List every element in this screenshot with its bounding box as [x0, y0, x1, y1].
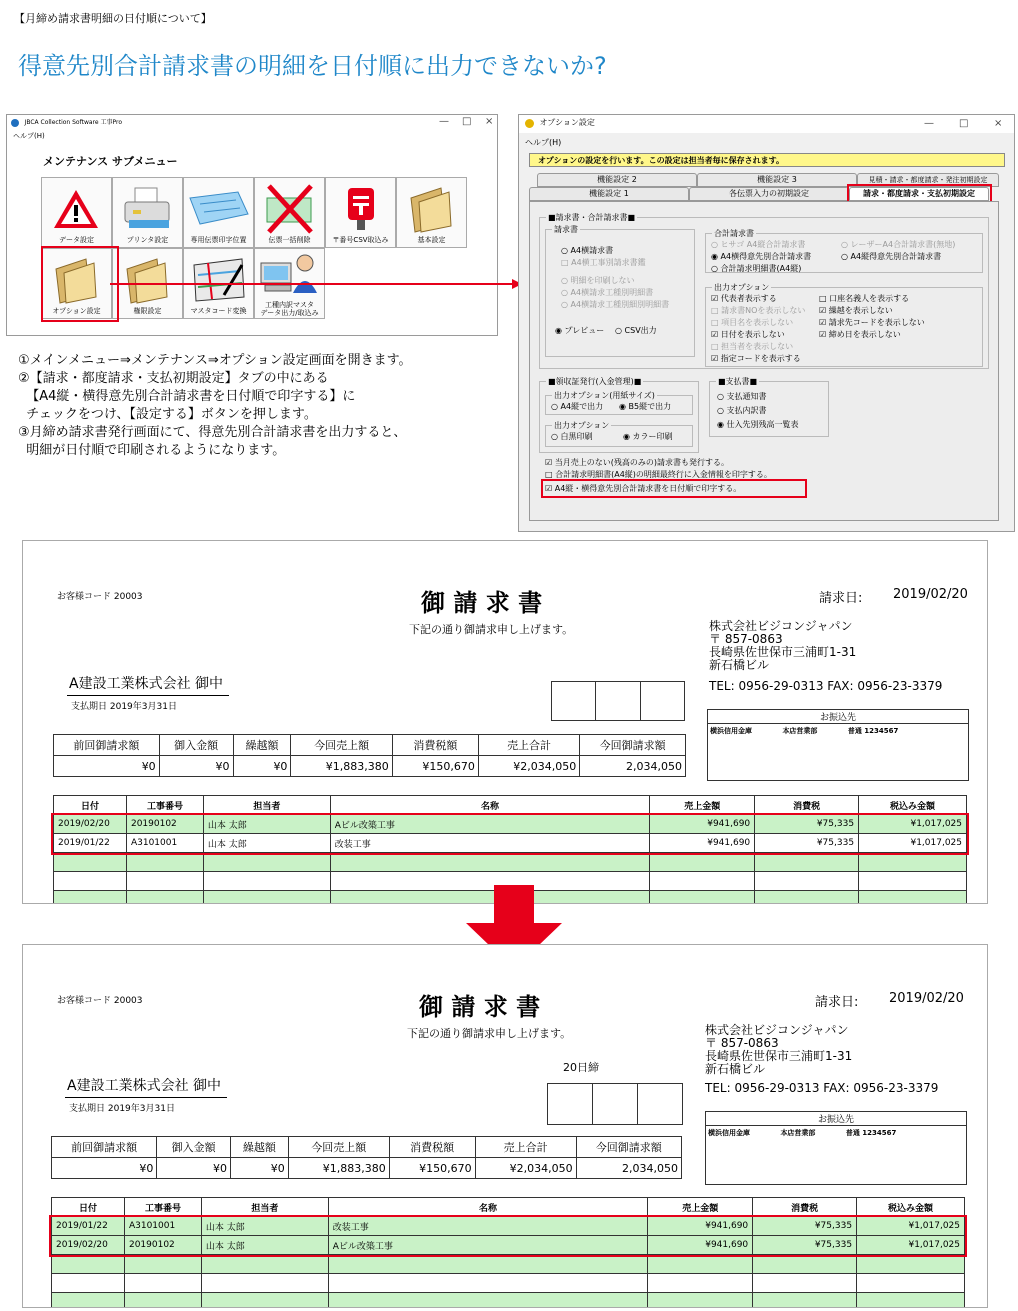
- bank-title: お振込先: [708, 710, 968, 724]
- cell-date: 2019/02/20: [54, 815, 127, 834]
- sum-header: 前回御請求額: [52, 1137, 157, 1158]
- sum-header: 消費税額: [392, 735, 478, 756]
- app-icon: [525, 119, 534, 128]
- col-header: 担当者: [201, 1198, 328, 1217]
- radio-receipt-a4[interactable]: ○ A4縦で出力: [551, 402, 604, 411]
- sum-header: 今回売上額: [288, 1137, 389, 1158]
- tab-feature-1[interactable]: 機能設定 1: [529, 187, 689, 201]
- col-header: 税込み金額: [859, 796, 967, 815]
- cell-project-no: A3101001: [126, 834, 203, 853]
- cell-tax: ¥75,335: [755, 815, 859, 834]
- cell-project-no: A3101001: [124, 1217, 201, 1236]
- col-header: 消費税: [755, 796, 859, 815]
- close-button[interactable]: ×: [994, 118, 1003, 129]
- cell-staff: 山本 太郎: [201, 1217, 328, 1236]
- tile-printer-settings[interactable]: [112, 177, 183, 248]
- step-3-cont: 明細が日付順で印刷されるようになります。: [18, 443, 286, 458]
- tile-label: 伝票一括削除: [268, 236, 311, 244]
- rows-highlight: [49, 1215, 967, 1257]
- bank-branch: 本店営業部: [782, 727, 818, 735]
- sum-value: ¥1,883,380: [288, 1158, 389, 1179]
- date-order-highlight: [541, 479, 807, 498]
- cell-total: ¥1,017,025: [859, 815, 967, 834]
- tab-slip-defaults[interactable]: 各伝票入力の初期設定: [689, 187, 849, 201]
- maintenance-window: [6, 114, 498, 336]
- menu-help[interactable]: ヘルプ(H): [13, 132, 45, 140]
- bank-name: 横浜信用金庫: [708, 1129, 750, 1137]
- cell-date: 2019/01/22: [52, 1217, 125, 1236]
- section-label: ■請求書・合計請求書■: [548, 213, 636, 222]
- radio-trade-subdetail[interactable]: ○ A4横請求工種別細別明細書: [561, 300, 670, 309]
- tile-label: オプション設定: [52, 307, 101, 315]
- sum-value: ¥150,670: [392, 756, 478, 777]
- check-hide-staff[interactable]: □ 担当者を表示しない: [711, 342, 794, 351]
- tile-label: プリンタ設定: [126, 236, 169, 244]
- bank-box: [705, 1111, 967, 1185]
- bank-branch: 本店営業部: [780, 1129, 816, 1137]
- payment-due: 支払期日 2019年3月31日: [71, 702, 177, 712]
- radio-laser-a4[interactable]: ○ レーザーA4合計請求書(無地): [841, 240, 956, 249]
- window-titlebar: [7, 115, 497, 131]
- cell-tax: ¥75,335: [755, 834, 859, 853]
- radio-a4-landscape-customer[interactable]: ◉ A4横得意先別合計請求書: [711, 252, 812, 261]
- bank-box: [707, 709, 969, 781]
- sum-value: ¥0: [52, 1158, 157, 1179]
- delete-icon: [255, 184, 324, 234]
- col-header: 工事番号: [124, 1198, 201, 1217]
- cell-tax: ¥75,335: [753, 1217, 857, 1236]
- cell-name: Aビル改築工事: [330, 815, 650, 834]
- sum-value: ¥0: [159, 756, 233, 777]
- col-header: 税込み金額: [857, 1198, 965, 1217]
- bank-name: 横浜信用金庫: [710, 727, 752, 735]
- tab-billing-payment-defaults[interactable]: 請求・都度請求・支払初期設定: [849, 187, 989, 201]
- step-2: ②【請求・都度請求・支払初期設定】タブの中にある: [18, 371, 329, 386]
- addressee: A建設工業株式会社 御中: [65, 1075, 227, 1098]
- tab-estimate-settings[interactable]: 見積・請求・都度請求・発注初期設定: [857, 173, 999, 187]
- payment-due: 支払期日 2019年3月31日: [69, 1104, 175, 1114]
- col-header: 売上金額: [650, 796, 755, 815]
- tile-data-settings[interactable]: [41, 177, 112, 248]
- minimize-button[interactable]: —: [924, 118, 934, 129]
- radio-color-print[interactable]: ◉ カラー印刷: [623, 432, 673, 441]
- cell-sales: ¥941,690: [650, 834, 755, 853]
- stamp-boxes: [547, 1083, 683, 1125]
- cell-name: 改装工事: [330, 834, 650, 853]
- cell-sales: ¥941,690: [648, 1217, 753, 1236]
- submenu-heading: メンテナンス サブメニュー: [43, 155, 178, 168]
- issuer-name: 株式会社ビジコンジャパン: [705, 1023, 849, 1037]
- check-print-payment-info[interactable]: □ 合計請求明細書(A4縦)の明細最終行に入金情報を印字する。: [545, 470, 772, 479]
- check-hide-closing-day[interactable]: ☑ 締め日を表示しない: [819, 330, 901, 339]
- app-icon: [11, 119, 19, 127]
- header-note: 【月締め請求書明細の日付順について】: [14, 12, 212, 25]
- customer-code: お客様コード 20003: [57, 996, 143, 1006]
- issuer-phone: TEL: 0956-29-0313 FAX: 0956-23-3379: [709, 679, 943, 693]
- check-hide-item-name[interactable]: □ 項目名を表示しない: [711, 318, 794, 327]
- invoice-before: [22, 540, 988, 904]
- notice-banner: オプションの設定を行います。この設定は担当者毎に保存されます。: [529, 153, 1005, 167]
- check-a4-construction-invoice[interactable]: □ A4横工事別請求書鑑: [561, 258, 646, 267]
- sum-header: 御入金額: [157, 1137, 231, 1158]
- step-2-cont: チェックをつけ、【設定する】ボタンを押します。: [18, 407, 317, 422]
- sum-header: 今回御請求額: [580, 735, 686, 756]
- issuer-postal: 〒 857-0863: [709, 632, 783, 646]
- section-label: ■領収証発行(入金管理)■: [548, 377, 642, 386]
- bank-account: 普通 1234567: [847, 727, 899, 735]
- page-title: 得意先別合計請求書の明細を日付順に出力できないか?: [18, 52, 607, 80]
- col-header: 名称: [330, 796, 650, 815]
- tile-label: 専用伝票印字位置: [190, 236, 247, 244]
- tile-postal-import[interactable]: [325, 177, 396, 248]
- paper-icon: [184, 184, 253, 234]
- col-header: 工事番号: [126, 796, 203, 815]
- bank-title: お振込先: [706, 1112, 966, 1126]
- cell-sales: ¥941,690: [648, 1236, 753, 1255]
- window-title: JBCA Collection Software 工事Pro: [24, 119, 122, 126]
- invoice-title: 御 請 求 書: [421, 588, 543, 617]
- tab-feature-3[interactable]: 機能設定 3: [697, 173, 857, 187]
- sum-header: 繰越額: [230, 1137, 288, 1158]
- radio-preview[interactable]: ◉ プレビュー: [555, 326, 605, 335]
- radio-mono-print[interactable]: ○ 白黒印刷: [551, 432, 593, 441]
- step-1: ①メインメニュー⇒メンテナンス⇒オプション設定画面を開きます。: [18, 353, 412, 368]
- check-hide-invoice-no[interactable]: □ 請求書NOを表示しない: [711, 306, 806, 315]
- radio-payment-notice[interactable]: ○ 支払通知書: [717, 392, 767, 401]
- printer-icon: [113, 184, 182, 234]
- sum-value: ¥2,034,050: [478, 756, 579, 777]
- sum-header: 前回御請求額: [54, 735, 160, 756]
- sum-header: 売上合計: [475, 1137, 576, 1158]
- col-header: 日付: [54, 796, 127, 815]
- sum-header: 御入金額: [159, 735, 233, 756]
- radio-trade-detail[interactable]: ○ A4横請求工種別明細書: [561, 288, 654, 297]
- connector-arrow: [110, 276, 522, 292]
- sum-value: ¥0: [157, 1158, 231, 1179]
- group-label: 請求書: [554, 225, 578, 234]
- tile-print-position[interactable]: [183, 177, 254, 248]
- cell-date: 2019/01/22: [54, 834, 127, 853]
- cell-name: Aビル改築工事: [328, 1236, 648, 1255]
- window-title: オプション設定: [539, 118, 595, 127]
- folder-icon: [397, 184, 466, 234]
- issuer-name: 株式会社ビジコンジャパン: [709, 619, 853, 633]
- invoice-after: [22, 944, 988, 1308]
- cell-project-no: 20190102: [126, 815, 203, 834]
- check-hide-carryover[interactable]: ☑ 繰越を表示しない: [819, 306, 893, 315]
- sum-value: ¥0: [230, 1158, 288, 1179]
- tile-label: 工種内訳マスタ データ出力/取込み: [260, 301, 319, 317]
- invoice-subtitle: 下記の通り御請求申し上げます。: [409, 623, 574, 636]
- step-3: ③月締め請求書発行画面にて、得意先別合計請求書を出力すると、: [18, 425, 407, 440]
- sum-value: 2,034,050: [580, 756, 686, 777]
- step-2-cont: 【A4縦・横得意先別合計請求書を日付順で印字する】に: [18, 389, 356, 404]
- window-titlebar: [519, 115, 1014, 133]
- minimize-button[interactable]: —: [439, 116, 449, 127]
- option-settings-highlight: [41, 246, 119, 322]
- cell-sales: ¥941,690: [650, 815, 755, 834]
- check-hide-billing-code[interactable]: ☑ 請求先コードを表示しない: [819, 318, 925, 327]
- issuer-postal: 〒 857-0863: [705, 1036, 779, 1050]
- invoice-title: 御 請 求 書: [419, 992, 541, 1021]
- sum-header: 今回御請求額: [576, 1137, 681, 1158]
- radio-no-detail[interactable]: ○ 明細を印刷しない: [561, 276, 635, 285]
- tile-label: 権限設定: [133, 307, 162, 315]
- check-issue-balance-only[interactable]: ☑ 当月売上のない(残高のみの)請求書も発行する。: [545, 458, 729, 467]
- rows-highlight: [51, 813, 969, 855]
- sum-header: 今回売上額: [291, 735, 392, 756]
- issuer-address: 長崎県佐世保市三浦町1-31: [705, 1049, 853, 1063]
- invoice-subtitle: 下記の通り御請求申し上げます。: [407, 1027, 572, 1040]
- tile-label: マスタコード変換: [190, 307, 247, 315]
- radio-supplier-balance[interactable]: ◉ 仕入先別残高一覧表: [717, 420, 799, 429]
- radio-csv[interactable]: ○ CSV出力: [615, 326, 657, 335]
- issuer-address: 長崎県佐世保市三浦町1-31: [709, 645, 857, 659]
- radio-payment-detail[interactable]: ○ 支払内訳書: [717, 406, 767, 415]
- issuer-phone: TEL: 0956-29-0313 FAX: 0956-23-3379: [705, 1081, 939, 1095]
- issuer-building: 新石橋ビル: [709, 658, 770, 672]
- cell-project-no: 20190102: [124, 1236, 201, 1255]
- invoice-date: 2019/02/20: [889, 991, 964, 1006]
- cell-staff: 山本 太郎: [203, 815, 330, 834]
- radio-receipt-b5[interactable]: ◉ B5縦で出力: [619, 402, 672, 411]
- tile-bulk-delete[interactable]: [254, 177, 325, 248]
- cell-total: ¥1,017,025: [859, 834, 967, 853]
- invoice-date: 2019/02/20: [893, 587, 968, 602]
- group-label: 合計請求書: [714, 229, 754, 238]
- stamp-boxes: [551, 681, 685, 721]
- cell-staff: 山本 太郎: [201, 1236, 328, 1255]
- col-header: 売上金額: [648, 1198, 753, 1217]
- warning-icon: [42, 184, 111, 234]
- cell-total: ¥1,017,025: [857, 1236, 965, 1255]
- customer-code: お客様コード 20003: [57, 592, 143, 602]
- close-button[interactable]: ×: [485, 116, 494, 127]
- addressee: A建設工業株式会社 御中: [67, 673, 229, 696]
- date-label: 請求日:: [819, 591, 863, 606]
- cell-staff: 山本 太郎: [203, 834, 330, 853]
- check-show-account-holder[interactable]: □ 口座名義人を表示する: [819, 294, 910, 303]
- cell-name: 改装工事: [328, 1217, 648, 1236]
- tile-basic-settings[interactable]: [396, 177, 467, 248]
- check-hide-date[interactable]: ☑ 日付を表示しない: [711, 330, 785, 339]
- radio-total-detail-a4[interactable]: ○ 合計請求明細書(A4縦): [711, 264, 802, 273]
- radio-a4-portrait-customer[interactable]: ○ A4縦得意先別合計請求書: [841, 252, 942, 261]
- menu-help[interactable]: ヘルプ(H): [525, 138, 562, 147]
- cell-date: 2019/02/20: [52, 1236, 125, 1255]
- sum-value: ¥0: [54, 756, 160, 777]
- sum-value: ¥2,034,050: [475, 1158, 576, 1179]
- tile-label: 〒番号CSV取込み: [332, 236, 389, 244]
- sum-value: ¥1,883,380: [291, 756, 392, 777]
- date-label: 請求日:: [815, 995, 859, 1010]
- radio-hisago-a4[interactable]: ○ ヒサゴ A4縦合計請求書: [711, 240, 806, 249]
- summary-table: [53, 734, 686, 777]
- bank-account: 普通 1234567: [845, 1129, 897, 1137]
- closing-day: 20日締: [563, 1061, 599, 1074]
- col-header: 名称: [328, 1198, 648, 1217]
- section-label: ■支払書■: [718, 377, 758, 386]
- sum-value: 2,034,050: [576, 1158, 681, 1179]
- instructions: [18, 352, 412, 460]
- sum-header: 消費税額: [389, 1137, 475, 1158]
- maximize-button[interactable]: □: [959, 118, 969, 129]
- check-show-representative[interactable]: ☑ 代表者表示する: [711, 294, 777, 303]
- group-label: 出力オプション: [554, 421, 610, 430]
- sum-header: 繰越額: [233, 735, 291, 756]
- tab-feature-2[interactable]: 機能設定 2: [537, 173, 697, 187]
- radio-a4-landscape-invoice[interactable]: ○ A4横請求書: [561, 246, 614, 255]
- summary-table: [51, 1136, 682, 1179]
- check-print-date-order[interactable]: ☑ A4縦・横得意先別合計請求書を日付順で印字する。: [545, 484, 742, 493]
- sum-value: ¥150,670: [389, 1158, 475, 1179]
- cell-tax: ¥75,335: [753, 1236, 857, 1255]
- maximize-button[interactable]: □: [462, 116, 472, 127]
- option-settings-window: [518, 114, 1015, 532]
- col-header: 日付: [52, 1198, 125, 1217]
- sum-header: 売上合計: [478, 735, 579, 756]
- group-label: 出力オプション(用紙サイズ): [554, 391, 655, 400]
- cell-total: ¥1,017,025: [857, 1217, 965, 1236]
- check-show-designated-code[interactable]: ☑ 指定コードを表示する: [711, 354, 801, 363]
- tile-label: 基本設定: [417, 236, 446, 244]
- issuer-building: 新石橋ビル: [705, 1062, 766, 1076]
- postbox-icon: [326, 184, 395, 234]
- sum-value: ¥0: [233, 756, 291, 777]
- col-header: 消費税: [753, 1198, 857, 1217]
- tile-label: データ設定: [59, 236, 94, 244]
- col-header: 担当者: [203, 796, 330, 815]
- group-label: 出力オプション: [714, 283, 770, 292]
